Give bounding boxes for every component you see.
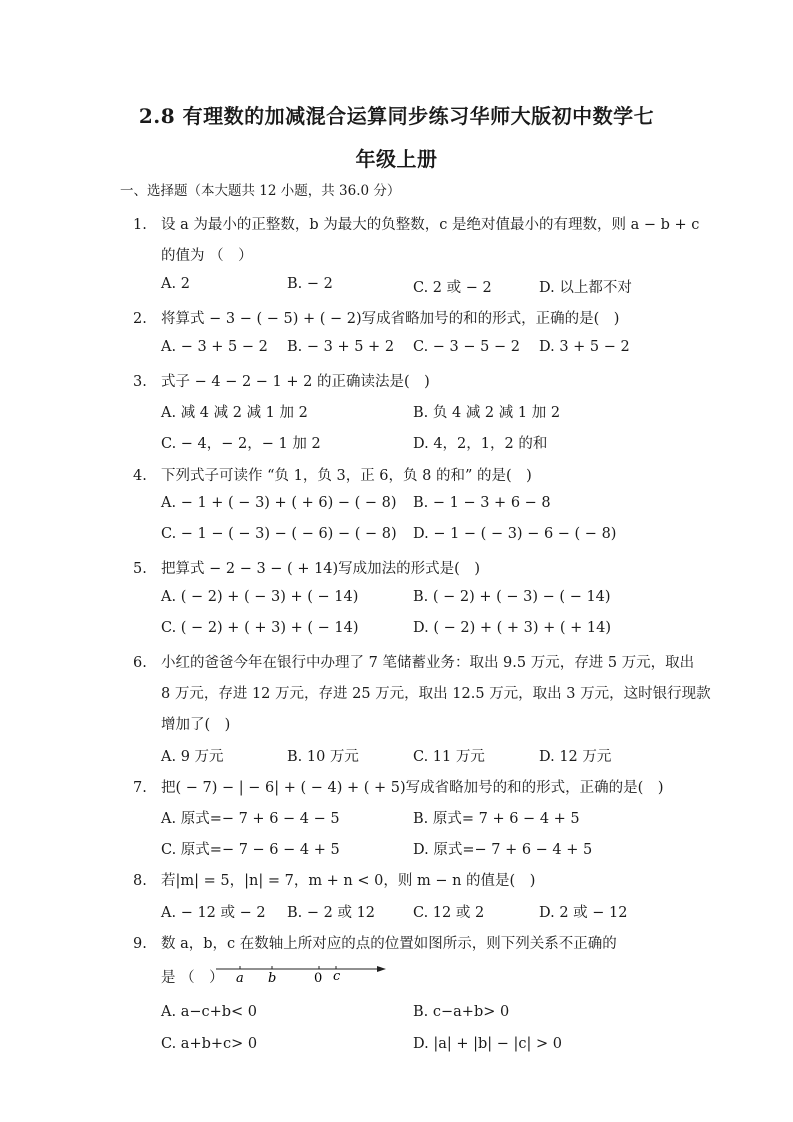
option-b: B. ( − 2) + ( − 3) − ( − 14)	[413, 589, 611, 605]
option-d: D. ( − 2) + ( + 3) + ( + 14)	[413, 620, 612, 636]
option-d: D. 3 + 5 − 2	[539, 339, 630, 355]
question-9-continued: 是 （ ）	[161, 970, 224, 986]
label-zero: 0	[314, 971, 323, 984]
question-5: 5. 把算式 − 2 − 3 − ( + 14)写成加法的形式是( )	[133, 561, 480, 577]
option-b: B. 10 万元	[287, 749, 359, 765]
option-b: B. c−a+b> 0	[413, 1004, 510, 1020]
section-heading: 一、选择题（本大题共 12 小题，共 36.0 分）	[120, 183, 401, 199]
option-d: D. |a| + |b| − |c| > 0	[413, 1036, 563, 1052]
option-b: B. − 1 − 3 + 6 − 8	[413, 495, 551, 511]
question-6-continued-2: 增加了( )	[161, 717, 231, 733]
option-c: C. 原式=− 7 − 6 − 4 + 5	[161, 842, 340, 858]
option-a: A. 减 4 减 2 减 1 加 2	[161, 405, 308, 421]
question-7: 7. 把( − 7) − | − 6| + ( − 4) + ( + 5)写成省略加号的和的形式，正确的是( )	[133, 780, 664, 796]
label-c: c	[333, 969, 341, 984]
question-4: 4. 下列式子可读作 “负 1，负 3，正 6，负 8 的和” 的是( )	[133, 468, 532, 484]
option-c: C. 2 或 − 2	[413, 280, 492, 296]
option-b: B. − 2	[287, 276, 333, 292]
option-b: B. − 2 或 12	[287, 905, 376, 921]
option-a: A. − 3 + 5 − 2	[161, 339, 268, 355]
option-a: A. 9 万元	[161, 749, 224, 765]
question-2: 2. 将算式 − 3 − ( − 5) + ( − 2)写成省略加号的和的形式，正确的是( )	[133, 311, 620, 327]
option-a: A. − 12 或 − 2	[161, 905, 266, 921]
option-c: C. − 1 − ( − 3) − ( − 6) − ( − 8)	[161, 526, 397, 542]
option-c: C. − 4，− 2，− 1 加 2	[161, 436, 321, 452]
question-9: 9. 数 a，b，c 在数轴上所对应的点的位置如图所示，则下列关系不正确的	[133, 936, 617, 952]
option-a: A. a−c+b< 0	[161, 1004, 258, 1020]
label-b: b	[268, 971, 277, 984]
option-d: D. − 1 − ( − 3) − 6 − ( − 8)	[413, 526, 617, 542]
option-b: B. 负 4 减 2 减 1 加 2	[413, 405, 561, 421]
number-line-figure	[214, 960, 394, 984]
option-a: A. ( − 2) + ( − 3) + ( − 14)	[161, 589, 359, 605]
question-3: 3. 式子 − 4 − 2 − 1 + 2 的正确读法是( )	[133, 374, 430, 390]
option-c: C. − 3 − 5 − 2	[413, 339, 520, 355]
number-line-arrow-icon	[377, 966, 386, 972]
option-a: A. 2	[161, 276, 190, 292]
option-d: D. 4，2，1，2 的和	[413, 436, 548, 452]
option-c: C. ( − 2) + ( + 3) + ( − 14)	[161, 620, 359, 636]
option-a: A. − 1 + ( − 3) + ( + 6) − ( − 8)	[161, 495, 397, 511]
option-c: C. a+b+c> 0	[161, 1036, 258, 1052]
document-title-line-1: 2.8 有理数的加减混合运算同步练习华师大版初中数学七	[138, 104, 655, 128]
option-b: B. 原式= 7 + 6 − 4 + 5	[413, 811, 580, 827]
option-d: D. 2 或 − 12	[539, 905, 628, 921]
option-d: D. 原式=− 7 + 6 − 4 + 5	[413, 842, 593, 858]
question-6-continued: 8 万元，存进 12 万元，存进 25 万元，取出 12.5 万元，取出 3 万元，这时银行现款	[161, 686, 711, 702]
option-c: C. 11 万元	[413, 749, 485, 765]
option-d: D. 以上都不对	[539, 280, 632, 296]
label-a: a	[236, 971, 244, 984]
question-1-continued: 的值为 （ ）	[161, 248, 253, 264]
question-6: 6. 小红的爸爸今年在银行中办理了 7 笔储蓄业务：取出 9.5 万元，存进 5 万元，取出	[133, 655, 695, 671]
document-title-line-2: 年级上册	[355, 147, 438, 171]
option-a: A. 原式=− 7 + 6 − 4 − 5	[161, 811, 340, 827]
question-8: 8. 若|m| = 5，|n| = 7，m + n < 0，则 m − n 的值是( )	[133, 873, 536, 889]
question-1: 1. 设 a 为最小的正整数，b 为最大的负整数，c 是绝对值最小的有理数，则 a − b + c	[133, 217, 700, 233]
option-c: C. 12 或 2	[413, 905, 485, 921]
option-d: D. 12 万元	[539, 749, 612, 765]
option-b: B. − 3 + 5 + 2	[287, 339, 395, 355]
